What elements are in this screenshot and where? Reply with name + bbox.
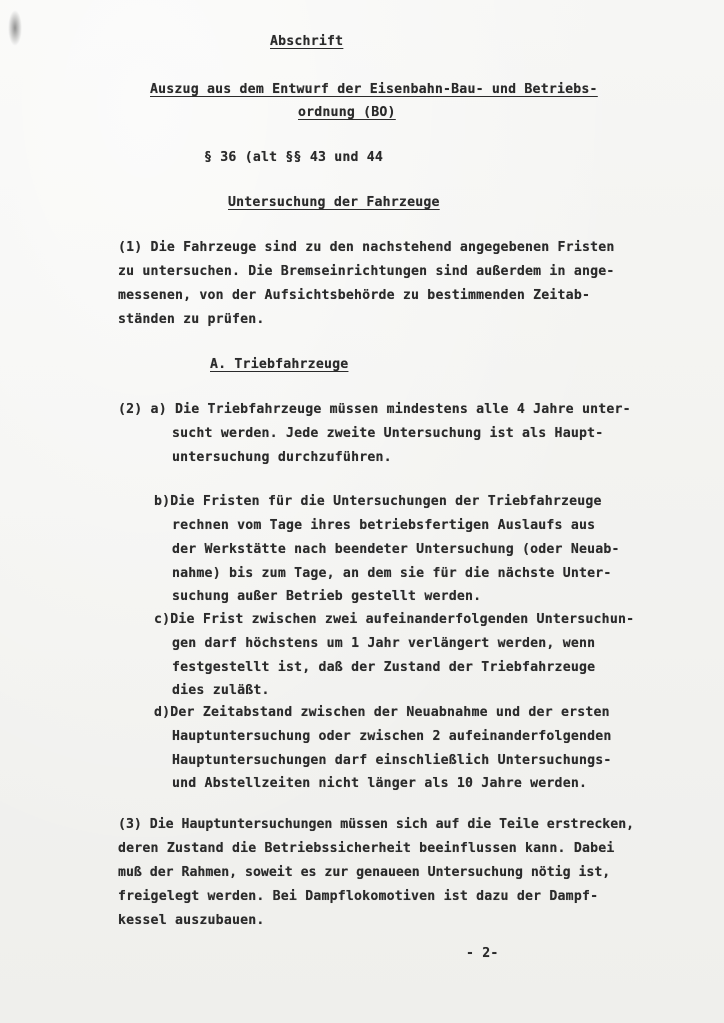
p3-line-5: kessel auszubauen. [118, 913, 265, 928]
document-title: Abschrift [270, 34, 344, 49]
p2d-line-1: d)Der Zeitabstand zwischen der Neuabnahme und der ersten [154, 705, 610, 720]
p2c-line-2: gen darf höchstens um 1 Jahr verlängert werden, wenn [172, 636, 596, 651]
p2a-line-3: untersuchung durchzuführen. [172, 450, 392, 465]
p3-line-2: deren Zustand die Betriebssicherheit beeinflussen kann. Dabei [118, 841, 615, 856]
p3-line-3: muß der Rahmen, soweit es zur genaueen Untersuchung nötig ist, [118, 865, 611, 880]
section-title: Untersuchung der Fahrzeuge [228, 195, 440, 210]
p2d-line-4: und Abstellzeiten nicht länger als 10 Jahre werden. [172, 776, 588, 791]
p1-line-1: (1) Die Fahrzeuge sind zu den nachstehend angegebenen Fristen [118, 240, 615, 255]
document-subtitle-line2: ordnung (BO) [298, 105, 396, 120]
page-marker: - 2- [466, 946, 499, 961]
subheading-a: A. Triebfahrzeuge [210, 357, 349, 372]
p2c-line-3: festgestellt ist, daß der Zustand der Triebfahrzeuge [172, 660, 596, 675]
p1-line-4: ständen zu prüfen. [118, 312, 265, 327]
document-subtitle-line1: Auszug aus dem Entwurf der Eisenbahn-Bau- und Betriebs- [150, 82, 598, 97]
paragraph-reference: § 36 (alt §§ 43 und 44 [204, 150, 384, 165]
p2b-line-3: der Werkstätte nach beendeter Untersuchung (oder Neuab- [172, 542, 620, 557]
p2a-line-2: sucht werden. Jede zweite Untersuchung ist als Haupt- [172, 426, 604, 441]
p2b-line-4: nahme) bis zum Tage, an dem sie für die nächste Unter- [172, 566, 612, 581]
p2c-line-4: dies zuläßt. [172, 683, 270, 698]
p1-line-2: zu untersuchen. Die Bremseinrichtungen sind außerdem in ange- [118, 264, 615, 279]
p2b-line-1: b)Die Fristen für die Untersuchungen der Triebfahrzeuge [154, 494, 602, 509]
p2b-line-2: rechnen vom Tage ihres betriebsfertigen Auslaufs aus [172, 518, 596, 533]
ink-smudge [8, 10, 22, 46]
p3-line-1: (3) Die Hauptuntersuchungen müssen sich auf die Teile erstrecken, [118, 817, 635, 832]
p2a-line-1: (2) a) Die Triebfahrzeuge müssen mindestens alle 4 Jahre unter- [118, 402, 631, 417]
p1-line-3: messenen, von der Aufsichtsbehörde zu bestimmenden Zeitab- [118, 288, 591, 303]
p2b-line-5: suchung außer Betrieb gestellt werden. [172, 589, 482, 604]
p3-line-4: freigelegt werden. Bei Dampflokomotiven ist dazu der Dampf- [118, 889, 599, 904]
p2d-line-2: Hauptuntersuchung oder zwischen 2 aufeinanderfolgenden [172, 729, 612, 744]
p2c-line-1: c)Die Frist zwischen zwei aufeinanderfolgenden Untersuchun- [154, 612, 635, 627]
p2d-line-3: Hauptuntersuchungen darf einschließlich Untersuchungs- [172, 753, 612, 768]
